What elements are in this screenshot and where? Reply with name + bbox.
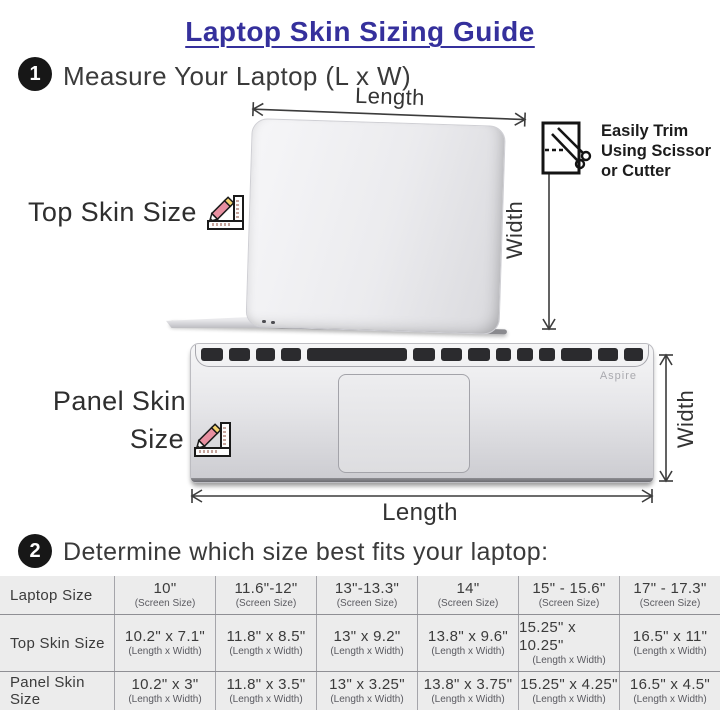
size-value: 10.2" x 3" <box>131 675 199 693</box>
size-table <box>0 576 720 710</box>
trim-note-line2: Using Scissor <box>601 142 712 161</box>
top-skin-size-label-group <box>28 192 245 232</box>
size-subtext: (Length x Width) <box>330 694 404 705</box>
keyboard-key <box>441 348 463 361</box>
size-subtext: (Screen Size) <box>134 598 196 610</box>
laptop-panel-image <box>190 343 654 483</box>
keyboard-key <box>468 348 490 361</box>
width-label-panel: Width <box>673 389 698 449</box>
size-subtext: (Screen Size) <box>336 598 398 610</box>
step-2-number: 2 <box>29 539 41 562</box>
keyboard-key <box>413 348 435 361</box>
table-row <box>0 576 720 614</box>
trim-note <box>601 121 711 181</box>
keyboard-key <box>201 348 223 361</box>
step-1-badge <box>18 57 52 91</box>
trim-note-line3: or Cutter <box>601 162 671 181</box>
page-title: Laptop Skin Sizing Guide <box>185 16 535 47</box>
size-cell <box>114 615 215 671</box>
size-value: 16.5" x 4.5" <box>629 675 711 693</box>
size-subtext: (Length x Width) <box>330 646 404 658</box>
size-subtext: (Length x Width) <box>633 646 707 658</box>
laptop-port-dot <box>262 320 266 323</box>
size-cell <box>518 672 619 710</box>
size-subtext: (Length x Width) <box>128 694 202 705</box>
pencil-ruler-icon <box>205 192 245 232</box>
size-value: 13.8" x 3.75" <box>423 675 513 693</box>
panel-brand-mark: Aspire <box>599 370 637 382</box>
step-2-heading: Determine which size best fits your laptop: <box>63 538 549 566</box>
panel-front-edge <box>191 478 653 482</box>
size-value: 15.25" x 10.25" <box>519 619 576 654</box>
size-value: 13.8" x 9.6" <box>427 627 509 645</box>
keyboard-key-row <box>201 348 643 361</box>
keyboard-key <box>624 348 643 361</box>
size-subtext: (Length x Width) <box>128 646 202 658</box>
keyboard-key <box>539 348 555 361</box>
panel-skin-label-line2: Size <box>129 423 184 454</box>
size-cell <box>619 576 720 614</box>
panel-skin-size-label-group <box>26 386 186 459</box>
row-label: Top Skin Size <box>10 634 105 652</box>
size-value: 10.2" x 7.1" <box>124 627 206 645</box>
step-1-number: 1 <box>29 62 41 85</box>
size-cell <box>518 576 619 614</box>
size-value: 13" x 9.2" <box>333 627 401 645</box>
size-value: 14" <box>456 580 480 597</box>
scissors-cutting-icon <box>540 119 592 184</box>
size-subtext: (Length x Width) <box>229 694 303 705</box>
keyboard-key <box>256 348 275 361</box>
size-value: 13"-13.3" <box>334 580 400 597</box>
size-subtext: (Length x Width) <box>229 646 303 658</box>
row-label: Laptop Size <box>10 586 93 604</box>
laptop-port-dot <box>271 321 275 324</box>
size-subtext: (Screen Size) <box>437 598 499 610</box>
size-subtext: (Length x Width) <box>431 646 505 658</box>
row-label: Panel Skin Size <box>10 673 85 708</box>
keyboard-key <box>281 348 300 361</box>
size-subtext: (Length x Width) <box>633 694 707 705</box>
keyboard-key <box>229 348 251 361</box>
size-cell <box>215 576 316 614</box>
size-value: 16.5" x 11" <box>632 627 708 645</box>
keyboard-key <box>598 348 617 361</box>
size-value: 17" - 17.3" <box>633 580 707 597</box>
width-label-top: Width <box>502 200 527 260</box>
keyboard-key <box>561 348 593 361</box>
keyboard-key <box>496 348 512 361</box>
size-value: 13" x 3.25" <box>329 675 405 693</box>
laptop-lid <box>245 118 505 335</box>
size-subtext: (Length x Width) <box>532 654 606 666</box>
size-cell <box>215 615 316 671</box>
size-value: 11.8" x 3.5" <box>226 675 306 693</box>
size-value: 11.8" x 8.5" <box>226 627 306 645</box>
size-cell <box>619 672 720 710</box>
step-1-heading: Measure Your Laptop (L x W) <box>63 61 412 91</box>
size-cell <box>316 615 417 671</box>
length-label-panel: Length <box>382 499 458 526</box>
length-label-top: Length <box>354 82 426 111</box>
size-cell <box>215 672 316 710</box>
size-value: 15" - 15.6" <box>532 580 606 597</box>
size-cell <box>619 615 720 671</box>
keyboard-key <box>517 348 533 361</box>
size-value: 10" <box>153 580 177 597</box>
size-subtext: (Length x Width) <box>532 694 606 705</box>
size-cell <box>114 672 215 710</box>
size-subtext: (Screen Size) <box>235 598 297 610</box>
trackpad <box>338 374 470 473</box>
pencil-ruler-icon <box>192 419 232 459</box>
size-cell <box>417 672 518 710</box>
trim-note-line1: Easily Trim <box>601 122 689 140</box>
size-subtext: (Length x Width) <box>431 694 505 705</box>
size-cell <box>316 576 417 614</box>
size-value: 15.25" x 4.25" <box>520 675 618 693</box>
table-row <box>0 614 720 671</box>
panel-skin-label-line1: Panel Skin <box>52 386 186 416</box>
size-subtext: (Screen Size) <box>538 598 600 610</box>
keyboard-key <box>307 348 407 361</box>
step-2-badge <box>18 534 52 568</box>
table-row <box>0 671 720 710</box>
size-value: 11.6"-12" <box>234 580 298 597</box>
size-cell <box>114 576 215 614</box>
top-skin-size-label: Top Skin Size <box>28 196 197 227</box>
size-subtext: (Screen Size) <box>639 598 701 610</box>
size-cell <box>518 615 619 671</box>
size-cell <box>417 615 518 671</box>
size-cell <box>316 672 417 710</box>
size-cell <box>417 576 518 614</box>
